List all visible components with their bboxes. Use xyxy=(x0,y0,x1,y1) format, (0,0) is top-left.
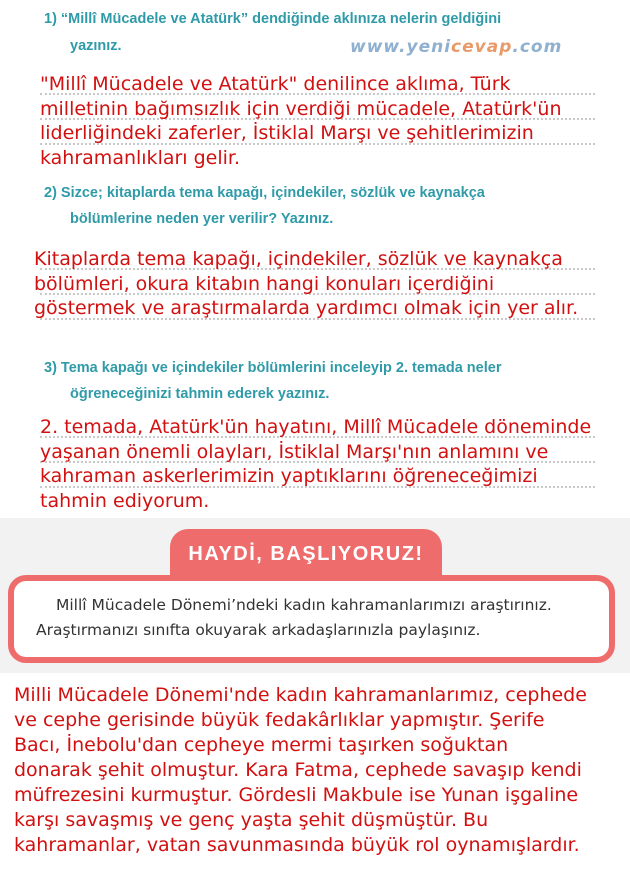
activity-answer-line: kahramanlar, vatan savunmasında büyük rol oynamışlardır. xyxy=(14,834,580,856)
activity-instruction-box xyxy=(8,575,615,663)
activity-instruction xyxy=(36,593,552,643)
question-1-line-2: yazınız. xyxy=(70,38,122,54)
activity-banner: HAYDİ, BAŞLIYORUZ! xyxy=(170,529,442,585)
answer-3-line: kahraman askerlerimizin yaptıklarını öğreneceğimizi xyxy=(40,465,538,487)
activity-answer xyxy=(14,683,587,858)
answer-3-line: yaşanan önemli olayları, İstiklal Marşı'nın anlamını ve xyxy=(40,440,549,463)
question-3-line-2: öğreneceğinizi tahmin ederek yazınız. xyxy=(70,386,330,402)
answer-1-line: liderliğindeki zaferler, İstiklal Marşı ve şehitlerimizin xyxy=(40,122,534,144)
answer-1-line: "Millî Mücadele ve Atatürk" denilince aklıma, Türk xyxy=(40,73,511,95)
question-2-line-1: 2) Sizce; kitaplarda tema kapağı, içindekiler, sözlük ve kaynakça xyxy=(44,185,485,201)
activity-answer-line: karşı savaşmış ve genç yaşta şehit düşmüştür. Bu xyxy=(14,809,489,831)
activity-answer-line: donarak şehit olmuştur. Kara Fatma, cephede savaşıp kendi xyxy=(14,759,582,781)
question-3-line-1: 3) Tema kapağı ve içindekiler bölümlerini inceleyip 2. temada neler xyxy=(44,360,502,376)
activity-answer-line: Milli Mücadele Dönemi'nde kadın kahramanlarımız, cephede xyxy=(14,684,587,706)
watermark: www.yenicevap.com xyxy=(350,37,563,57)
activity-answer-line: Bacı, İnebolu'dan cepheye mermi taşırken soğuktan xyxy=(14,734,509,756)
answer-3-line: 2. temada, Atatürk'ün hayatını, Millî Mücadele döneminde xyxy=(40,416,592,438)
question-2-line-2: bölümlerine neden yer verilir? Yazınız. xyxy=(70,211,334,227)
activity-answer-line: ve cephe gerisinde büyük fedakârlıklar yapmıştır. Şerife xyxy=(14,709,545,731)
answer-2-line: göstermek ve araştırmalarda yardımcı olmak için yer alır. xyxy=(34,297,579,319)
activity-instruction-line: Araştırmanızı sınıfta okuyarak arkadaşlarınızla paylaşınız. xyxy=(36,621,481,639)
answer-1-line: kahramanlıkları gelir. xyxy=(40,146,241,169)
answer-3-line: tahmin ediyorum. xyxy=(40,489,210,512)
answer-3 xyxy=(40,415,591,513)
answer-2-line: Kitaplarda tema kapağı, içindekiler, sözlük ve kaynakça xyxy=(34,248,563,270)
answer-1-line: milletinin bağımsızlık için verdiği mücadele, Atatürk'ün xyxy=(40,97,562,120)
answer-2 xyxy=(34,247,578,321)
answer-2-line: bölümleri, okura kitabın hangi konuları içerdiğini xyxy=(34,272,495,295)
activity-instruction-line: Millî Mücadele Dönemi’ndeki kadın kahramanlarımızı araştırınız. xyxy=(56,596,552,614)
answer-1 xyxy=(40,72,562,170)
question-1-line-1: 1) “Millî Mücadele ve Atatürk” dendiğinde aklınıza nelerin geldiğini xyxy=(44,11,502,27)
activity-answer-line: müfrezesini kurmuştur. Gördesli Makbule ise Yunan işgaline xyxy=(14,784,579,806)
